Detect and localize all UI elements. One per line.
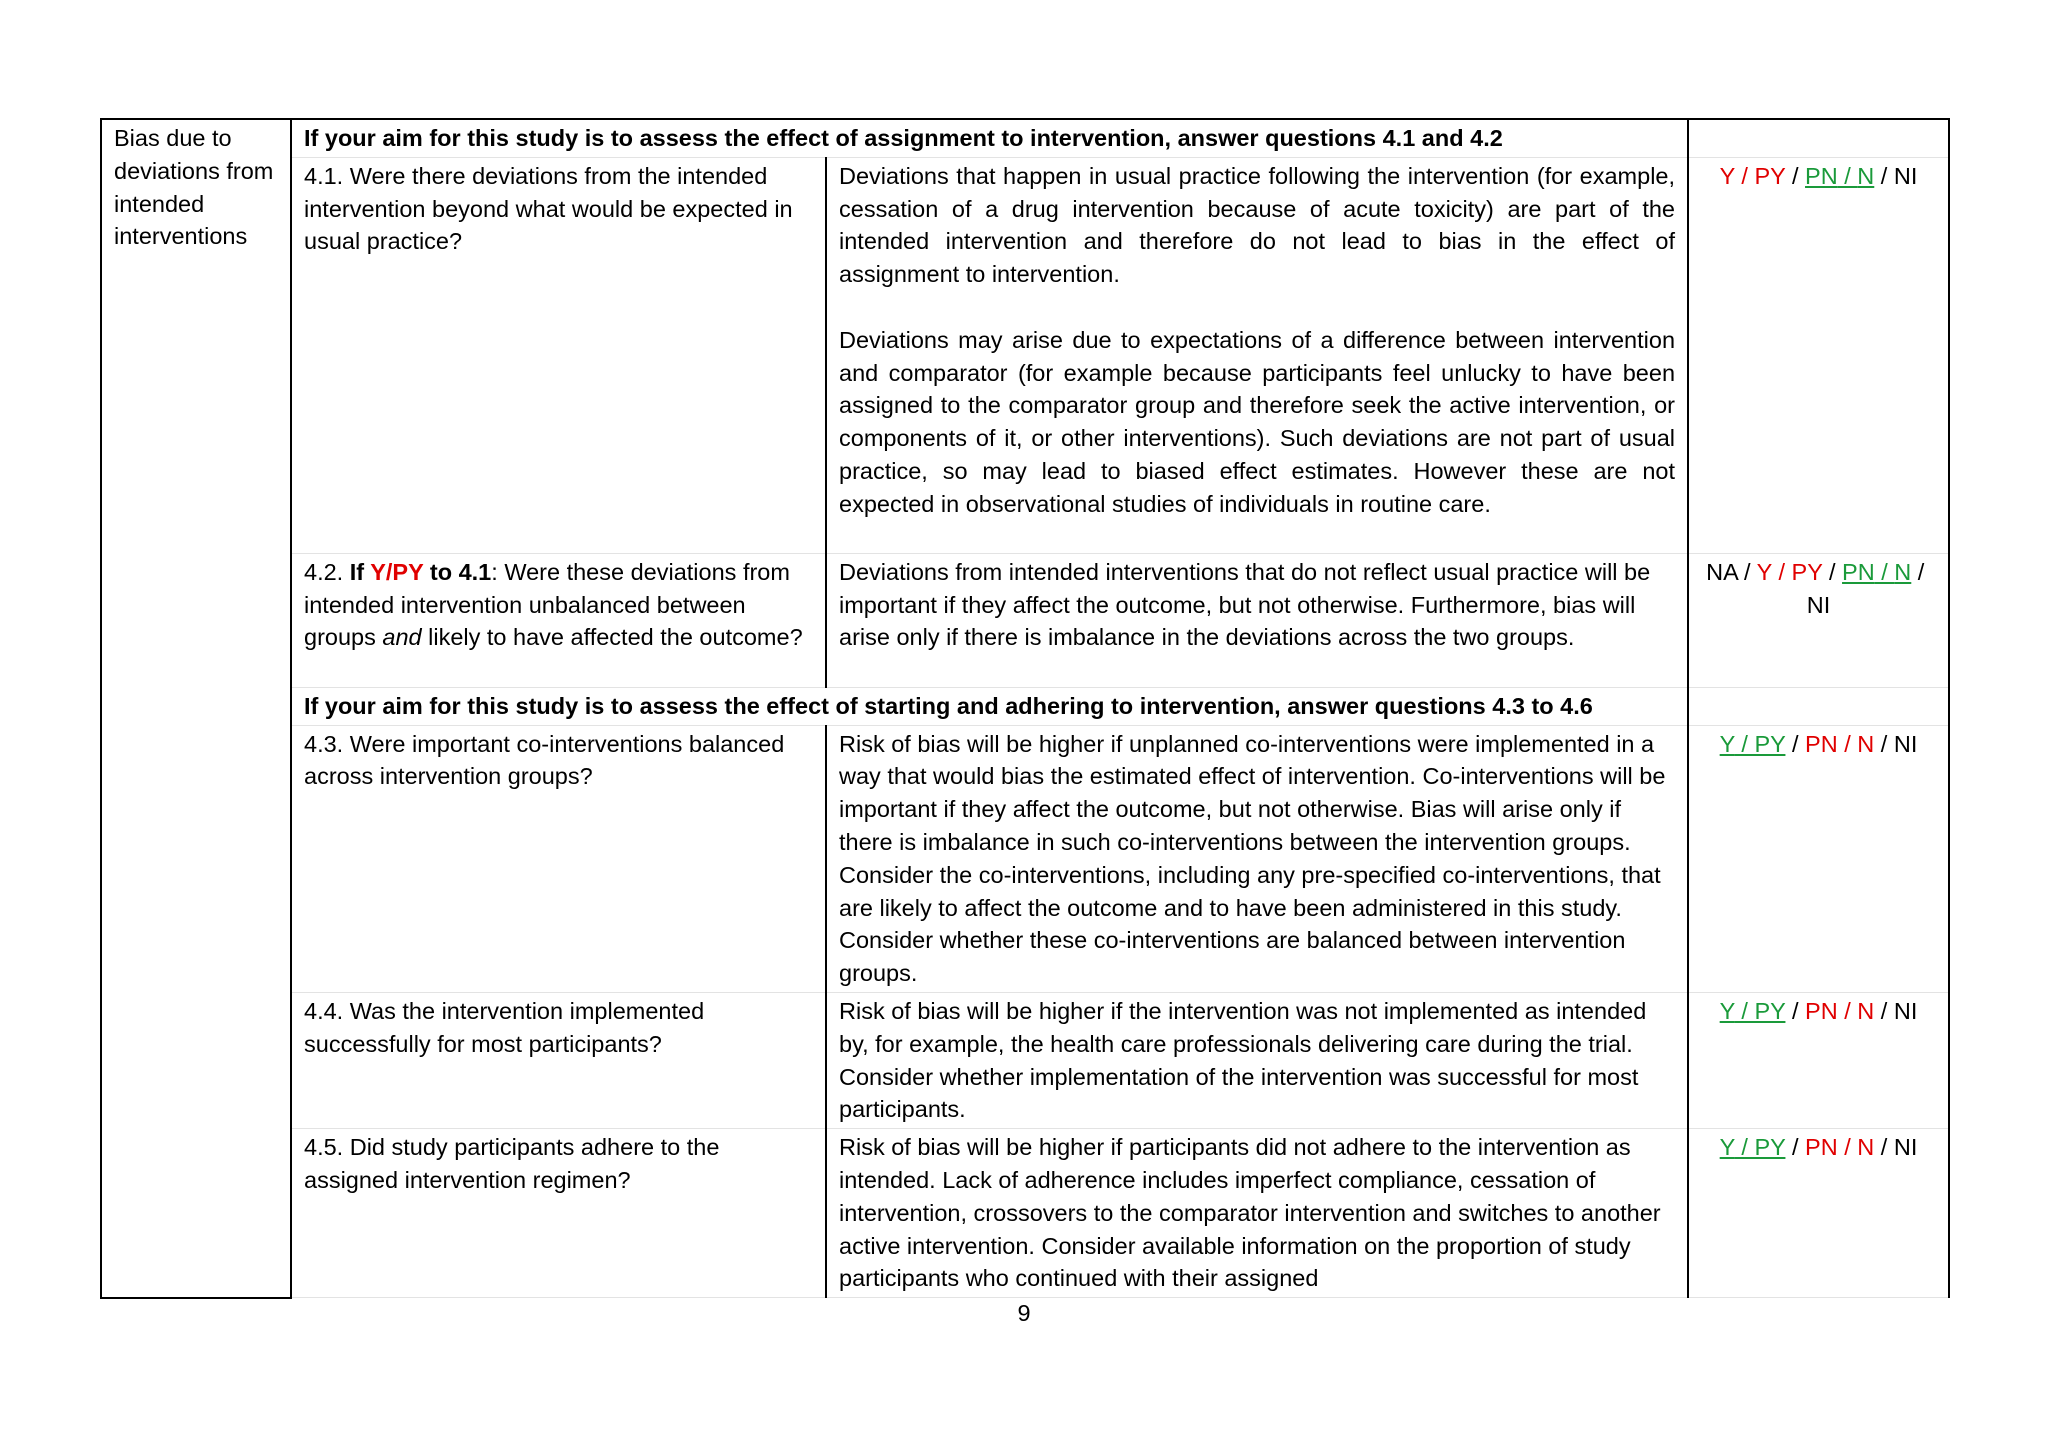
response-separator: /: [1837, 997, 1858, 1024]
response-separator: /: [1737, 558, 1757, 585]
section-header-adhering-response-blank: [1688, 687, 1949, 725]
response-separator: /: [1874, 558, 1895, 585]
section-header-row-adhering: [101, 687, 1949, 725]
response-py: PY: [1754, 730, 1786, 757]
response-ni: NI: [1893, 162, 1918, 189]
question-4-5-response-options: [1688, 1129, 1949, 1298]
response-pn: PN: [1805, 730, 1838, 757]
domain-label: Bias due to deviations from intended interventions: [101, 119, 291, 1298]
question-4-1-guidance-paragraph-1: Deviations that happen in usual practice following the intervention (for example, cessation of a drug intervention because of acute toxicity) are part of the intended intervention and therefore do not lead to bias in the effect of assignment to intervention.: [839, 162, 1676, 288]
question-4-1-text: 4.1. Were there deviations from the intended intervention beyond what would be expected in usual practice?: [291, 157, 826, 553]
response-y: Y: [1719, 997, 1735, 1024]
question-4-5-guidance: Risk of bias will be higher if participants did not adhere to the intervention as intended. Lack of adherence includes imperfect compliance, cessation of intervention, crossovers to the comparator intervention and switches to another active intervention. Consider available information on the proportion of study participants who continued with their assigned: [826, 1129, 1688, 1298]
response-n: N: [1857, 1134, 1875, 1161]
response-separator: /: [1874, 162, 1894, 189]
response-separator: /: [1837, 1134, 1858, 1161]
response-n: N: [1857, 162, 1875, 189]
question-4-2-body: : Were these deviations from intended intervention unbalanced between groups: [304, 558, 790, 651]
question-4-2-text: [291, 553, 826, 687]
question-4-3-guidance: Risk of bias will be higher if unplanned co-interventions were implemented in a way that would bias the estimated effect of intervention. Co-interventions will be important if they affect the outcome, but not otherwise. Bias will arise only if there is imbalance in such co-interventions between the intervention groups. Consider the co-interventions, including any pre-specified co-interventions, that are likely to affect the outcome and to have been administered in this study. Consider whether these co-interventions are balanced between intervention groups.: [826, 725, 1688, 992]
section-header-adhering: If your aim for this study is to assess the effect of starting and adhering to intervention, answer questions 4.3 to 4.6: [291, 687, 1688, 725]
question-4-4-response-options: [1688, 992, 1949, 1128]
response-n: N: [1857, 997, 1875, 1024]
response-py: PY: [1791, 558, 1823, 585]
question-4-2-body-end: likely to have affected the outcome?: [421, 624, 803, 651]
question-4-2-guidance: Deviations from intended interventions that do not reflect usual practice will be important if they affect the outcome, but not otherwise. Furthermore, bias will arise only if there is imbalance in the deviations across the two groups.: [826, 553, 1688, 687]
response-pn: PN: [1805, 997, 1838, 1024]
response-ni: NI: [1893, 1134, 1918, 1161]
response-na: NA: [1706, 558, 1738, 585]
response-separator: /: [1785, 162, 1806, 189]
response-ni: NI: [1806, 591, 1831, 618]
response-py: PY: [1754, 162, 1786, 189]
response-n: N: [1894, 558, 1912, 585]
question-4-3-text: 4.3. Were important co-interventions balanced across intervention groups?: [291, 725, 826, 992]
response-separator: /: [1785, 997, 1806, 1024]
question-4-1-response-options: [1688, 157, 1949, 553]
response-y: Y: [1756, 558, 1772, 585]
question-4-2-and: and: [382, 624, 422, 651]
question-4-3-response-options: [1688, 725, 1949, 992]
response-separator: /: [1785, 1134, 1806, 1161]
section-header-assignment: If your aim for this study is to assess the effect of assignment to intervention, answer questions 4.1 and 4.2: [291, 119, 1688, 157]
page-number: 9: [1017, 1300, 1031, 1326]
response-separator: /: [1734, 997, 1755, 1024]
section-header-response-blank: [1688, 119, 1949, 157]
response-ni: NI: [1893, 997, 1918, 1024]
response-separator: /: [1785, 730, 1806, 757]
response-separator: /: [1822, 558, 1843, 585]
response-pn: PN: [1805, 1134, 1838, 1161]
question-4-2-if: If: [349, 558, 371, 585]
response-separator: /: [1734, 730, 1755, 757]
response-separator: /: [1734, 1134, 1755, 1161]
response-py: PY: [1754, 997, 1786, 1024]
response-n: N: [1857, 730, 1875, 757]
response-y: Y: [1719, 1134, 1735, 1161]
response-pn: PN: [1805, 162, 1838, 189]
question-row-4-4: [101, 992, 1949, 1128]
response-separator: /: [1837, 162, 1858, 189]
question-4-5-text: 4.5. Did study participants adhere to the assigned intervention regimen?: [291, 1129, 826, 1298]
risk-of-bias-table: [100, 118, 1950, 1299]
response-separator: /: [1837, 730, 1858, 757]
response-separator: /: [1874, 1134, 1894, 1161]
response-separator: /: [1874, 730, 1894, 757]
question-row-4-5: [101, 1129, 1949, 1298]
question-4-2-number: 4.2.: [304, 558, 350, 585]
response-separator: /: [1771, 558, 1792, 585]
question-4-4-text: 4.4. Was the intervention implemented successfully for most participants?: [291, 992, 826, 1128]
question-row-4-3: [101, 725, 1949, 992]
response-y: Y: [1719, 730, 1735, 757]
question-4-1-guidance: [826, 157, 1688, 553]
question-row-4-1: [101, 157, 1949, 553]
response-separator: /: [1874, 997, 1894, 1024]
response-y: Y: [1719, 162, 1735, 189]
section-header-row-assignment: [101, 119, 1949, 157]
question-row-4-2: [101, 553, 1949, 687]
response-pn: PN: [1842, 558, 1875, 585]
question-4-4-guidance: Risk of bias will be higher if the intervention was not implemented as intended by, for example, the health care professionals delivering care during the trial. Consider whether implementation of the intervention was successful for most participants.: [826, 992, 1688, 1128]
response-separator: /: [1911, 558, 1931, 585]
question-4-1-guidance-paragraph-2: Deviations may arise due to expectations of a difference between intervention and comparator (for example because participants feel unlucky to have been assigned to the comparator group and therefore seek the active intervention, or components of it, or other interventions). Such deviations are not part of usual practice, so may lead to biased effect estimates. However these are not expected in observational studies of individuals in routine care.: [839, 326, 1676, 517]
question-4-2-to: to 4.1: [423, 558, 492, 585]
response-py: PY: [1754, 1134, 1786, 1161]
question-4-2-ypy: Y/PY: [370, 558, 424, 585]
question-4-2-response-options: [1688, 553, 1949, 687]
response-ni: NI: [1893, 730, 1918, 757]
response-separator: /: [1734, 162, 1755, 189]
